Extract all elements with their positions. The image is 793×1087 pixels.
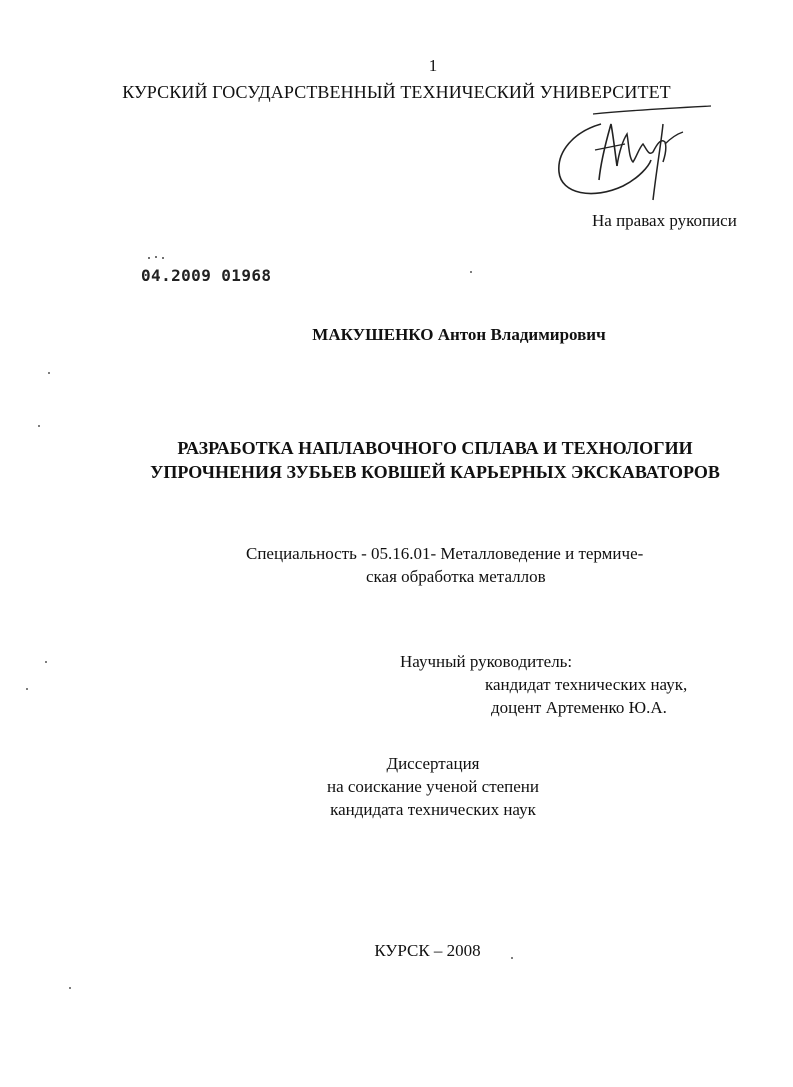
scan-speck [48, 372, 50, 374]
author-name [0, 325, 793, 345]
dissertation-line-3: кандидата технических наук [330, 800, 536, 819]
author-surname: МАКУШЕНКО [312, 325, 434, 344]
dissertation-statement [0, 752, 793, 821]
advisor-name: доцент Артеменко Ю.А. [491, 698, 667, 717]
scan-speck [26, 688, 28, 690]
title-line-2: УПРОЧНЕНИЯ ЗУБЬЕВ КОВШЕЙ КАРЬЕРНЫХ ЭКСКАВАТОРОВ [150, 462, 720, 482]
author-given-names: Антон Владимирович [437, 325, 606, 344]
scan-speck [45, 661, 47, 663]
advisor-degree: кандидат технических наук, [485, 675, 688, 694]
scan-speck [69, 987, 71, 989]
specialty-line-2: ская обработка металлов [366, 567, 546, 586]
scan-speck [38, 425, 40, 427]
specialty-line-1: Специальность - 05.16.01- Металловедение и термиче- [246, 544, 644, 563]
rights-note: На правах рукописи [592, 211, 737, 230]
handwritten-signature [553, 104, 713, 204]
title-line-1: РАЗРАБОТКА НАПЛАВОЧНОГО СПЛАВА И ТЕХНОЛОГИИ [177, 438, 693, 458]
registration-number: 04.2009 01968 [141, 266, 272, 285]
city-year: КУРСК – 2008 [374, 941, 481, 960]
scan-speck [470, 271, 472, 273]
university-name: КУРСКИЙ ГОСУДАРСТВЕННЫЙ ТЕХНИЧЕСКИЙ УНИВЕРСИТЕТ [122, 82, 671, 102]
advisor-label: Научный руководитель: [400, 652, 573, 671]
dissertation-line-2: на соискание ученой степени [326, 777, 540, 796]
dissertation-title [0, 436, 793, 484]
dissertation-line-1: Диссертация [386, 754, 480, 773]
scan-speck [511, 957, 513, 959]
page-number: 1 [428, 56, 438, 75]
stamp-marks [146, 252, 176, 262]
